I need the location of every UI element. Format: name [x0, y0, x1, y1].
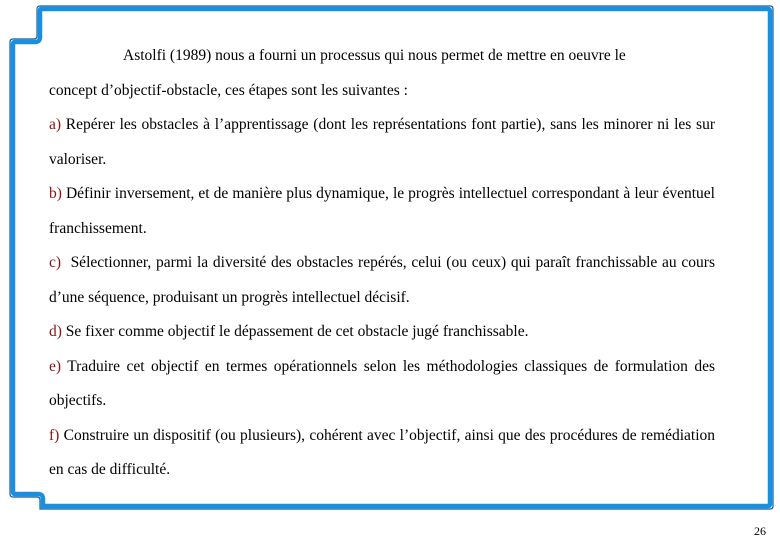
step-f	[49, 419, 715, 488]
step-f-letter: f)	[49, 426, 60, 444]
step-e-letter: e)	[49, 357, 62, 375]
step-c	[49, 246, 719, 315]
step-d	[49, 315, 715, 350]
step-b-letter: b)	[49, 185, 62, 202]
intro-paragraph-continued	[49, 74, 715, 109]
step-c-letter: c)	[49, 254, 62, 271]
step-a-letter: a)	[49, 116, 62, 133]
step-a-text: Repérer les obstacles à l’apprentissage (dont les représentations font partie), sans les minorer ni les sur valoriser.	[49, 116, 715, 168]
intro-paragraph	[49, 39, 715, 74]
step-e-text: Traduire cet objectif en termes opérationnels selon les méthodologies classiques de formulation des objectifs.	[49, 357, 715, 409]
page-number: 26	[754, 524, 766, 538]
step-e	[49, 350, 715, 419]
step-d-letter: d)	[49, 323, 62, 340]
step-f-text: Construire un dispositif (ou plusieurs), cohérent avec l’objectif, ainsi que des procédures de remédiation en cas de difficulté.	[49, 426, 715, 478]
step-a	[49, 108, 715, 177]
slide-content	[49, 39, 719, 488]
intro-line-2: concept d’objectif-obstacle, ces étapes sont les suivantes :	[49, 81, 408, 99]
step-b-text: Définir inversement, et de manière plus dynamique, le progrès intellectuel correspondant à leur éventuel franchissement.	[49, 185, 715, 237]
step-d-text: Se fixer comme objectif le dépassement de cet obstacle jugé franchissable.	[61, 323, 529, 340]
step-c-text: Sélectionner, parmi la diversité des obstacles repérés, celui (ou ceux) qui paraît franchissable au cours d’une séquence, produisant un progrès intellectuel décisif.	[49, 254, 719, 306]
intro-line-1: Astolfi (1989) nous a fourni un processus qui nous permet de mettre en oeuvre le	[123, 47, 626, 64]
step-b	[49, 177, 715, 246]
